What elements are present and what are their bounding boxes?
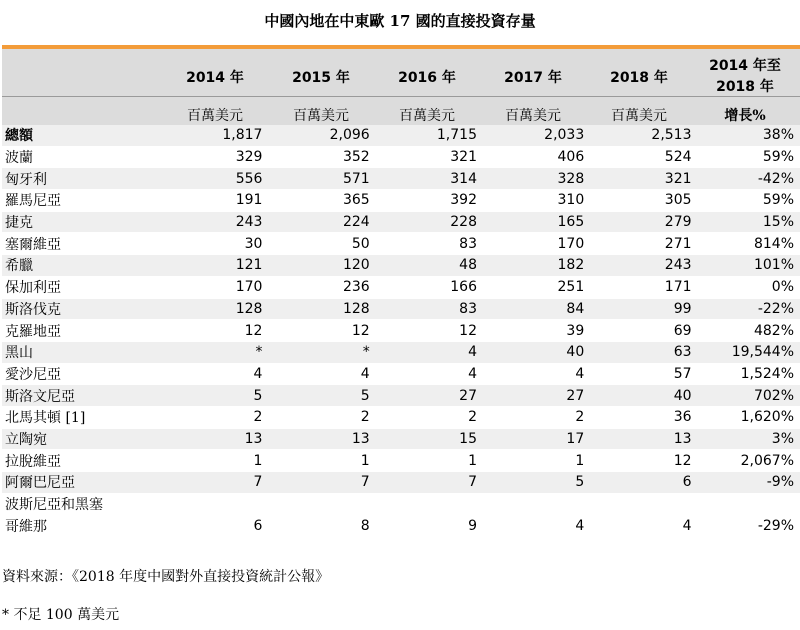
value-cell: 63 [588,341,695,363]
value-cell: 40 [588,385,695,407]
table-title: 中國內地在中東歐 17 國的直接投資存量 [264,12,536,30]
growth-cell: 2,067% [696,450,800,472]
value-cell: 171 [588,276,695,298]
value-cell: 2,033 [481,125,588,146]
value-cell: 328 [481,168,588,190]
country-name: 阿爾巴尼亞 [2,472,159,494]
table-row [2,168,800,190]
table-row [2,406,800,428]
table-row [2,190,800,212]
value-cell: 7 [266,472,373,494]
value-cell: 8 [266,515,373,537]
value-cell: 4 [266,363,373,385]
value-cell: 243 [588,255,695,277]
country-name: 總額 [2,125,159,146]
footnote: * 不足 100 萬美元 [2,607,120,623]
unit-header: 百萬美元 [399,108,455,124]
growth-cell: -29% [696,515,800,537]
value-cell: 314 [374,168,481,190]
value-cell: 2 [481,406,588,428]
country-name: 保加利亞 [2,276,159,298]
value-cell: 392 [374,190,481,212]
value-cell: 4 [588,515,695,537]
year-header: 2014 年 [186,70,244,86]
country-name: 羅馬尼亞 [2,190,159,212]
country-name: 北馬其頓 [1] [2,406,159,428]
year-header: 2015 年 [292,70,350,86]
value-cell: 5 [266,385,373,407]
table-row [2,363,800,385]
value-cell: 352 [266,146,373,168]
value-cell: 4 [374,363,481,385]
value-cell: 36 [588,406,695,428]
value-cell: 50 [266,233,373,255]
value-cell: 48 [374,255,481,277]
country-name: 塞爾維亞 [2,233,159,255]
value-cell: 6 [588,472,695,494]
value-cell: 27 [374,385,481,407]
growth-cell: 814% [696,233,800,255]
value-cell: 7 [159,472,266,494]
investment-table [2,125,800,537]
country-name-line1: 波斯尼亞和黑塞 [2,493,159,515]
growth-cell: 59% [696,146,800,168]
value-cell: 236 [266,276,373,298]
empty-cell [159,493,266,515]
value-cell: 15 [374,428,481,450]
unit-header: 百萬美元 [187,108,243,124]
value-cell: 13 [159,428,266,450]
table-row [2,320,800,342]
table-header [2,49,800,125]
value-cell: 128 [159,298,266,320]
country-name: 匈牙利 [2,168,159,190]
value-cell: 2,513 [588,125,695,146]
country-name: 波蘭 [2,146,159,168]
value-cell: 165 [481,211,588,233]
value-cell: 1,817 [159,125,266,146]
table-row [2,493,800,515]
table-row [2,472,800,494]
table-row [2,385,800,407]
growth-cell: 482% [696,320,800,342]
value-cell: 12 [266,320,373,342]
value-cell: 13 [266,428,373,450]
value-cell: * [266,341,373,363]
value-cell: 4 [481,363,588,385]
empty-cell [481,493,588,515]
value-cell: 329 [159,146,266,168]
value-cell: 69 [588,320,695,342]
country-name: 希臘 [2,255,159,277]
value-cell: 2 [374,406,481,428]
value-cell: 6 [159,515,266,537]
year-header: 2017 年 [504,70,562,86]
value-cell: 365 [266,190,373,212]
value-cell: 83 [374,233,481,255]
country-name: 哥維那 [2,515,159,537]
value-cell: 251 [481,276,588,298]
value-cell: 406 [481,146,588,168]
table-row [2,428,800,450]
unit-header: 百萬美元 [293,108,349,124]
country-name: 立陶宛 [2,428,159,450]
empty-cell [696,493,800,515]
growth-cell: -9% [696,472,800,494]
table-row [2,211,800,233]
growth-cell: 1,620% [696,406,800,428]
empty-cell [588,493,695,515]
value-cell: 1 [159,450,266,472]
growth-cell: 101% [696,255,800,277]
header-divider [2,96,800,97]
value-cell: 12 [159,320,266,342]
country-name: 斯洛文尼亞 [2,385,159,407]
growth-cell: -42% [696,168,800,190]
table-row [2,276,800,298]
value-cell: 9 [374,515,481,537]
value-cell: 128 [266,298,373,320]
growth-header-line2: 2018 年 [716,79,774,95]
value-cell: 166 [374,276,481,298]
value-cell: 7 [374,472,481,494]
value-cell: 170 [481,233,588,255]
value-cell: 1,715 [374,125,481,146]
value-cell: 84 [481,298,588,320]
value-cell: 12 [374,320,481,342]
value-cell: 191 [159,190,266,212]
growth-cell: 15% [696,211,800,233]
country-name: 捷克 [2,211,159,233]
value-cell: 321 [588,168,695,190]
country-name: 愛沙尼亞 [2,363,159,385]
value-cell: 39 [481,320,588,342]
year-header: 2018 年 [610,70,668,86]
value-cell: 12 [588,450,695,472]
growth-cell: 702% [696,385,800,407]
table-row [2,515,800,537]
value-cell: 27 [481,385,588,407]
growth-header-line1: 2014 年至 [709,58,781,74]
growth-cell: 38% [696,125,800,146]
value-cell: 1 [374,450,481,472]
country-name: 黑山 [2,341,159,363]
value-cell: 228 [374,211,481,233]
table-row [2,341,800,363]
value-cell: 243 [159,211,266,233]
country-name: 拉脫維亞 [2,450,159,472]
value-cell: 170 [159,276,266,298]
table-row [2,450,800,472]
value-cell: 224 [266,211,373,233]
value-cell: 524 [588,146,695,168]
value-cell: 182 [481,255,588,277]
value-cell: 5 [159,385,266,407]
source-note: 資料來源：《2018 年度中國對外直接投資統計公報》 [2,569,330,585]
value-cell: 4 [374,341,481,363]
growth-cell: 59% [696,190,800,212]
value-cell: 305 [588,190,695,212]
growth-cell: 19,544% [696,341,800,363]
growth-cell: 0% [696,276,800,298]
value-cell: 2 [266,406,373,428]
table-row [2,298,800,320]
value-cell: 556 [159,168,266,190]
value-cell: 2,096 [266,125,373,146]
table-row [2,146,800,168]
value-cell: 17 [481,428,588,450]
country-name: 斯洛伐克 [2,298,159,320]
total-row [2,125,800,146]
value-cell: 571 [266,168,373,190]
value-cell: 40 [481,341,588,363]
table-row [2,255,800,277]
value-cell: 57 [588,363,695,385]
growth-cell: 1,524% [696,363,800,385]
year-header: 2016 年 [398,70,456,86]
empty-cell [266,493,373,515]
growth-unit-header: 增長% [724,108,766,124]
table-row [2,233,800,255]
value-cell: 2 [159,406,266,428]
value-cell: 13 [588,428,695,450]
growth-cell: 3% [696,428,800,450]
empty-cell [374,493,481,515]
country-name: 克羅地亞 [2,320,159,342]
value-cell: 83 [374,298,481,320]
value-cell: 120 [266,255,373,277]
value-cell: 99 [588,298,695,320]
value-cell: 1 [266,450,373,472]
value-cell: 4 [159,363,266,385]
growth-cell: -22% [696,298,800,320]
value-cell: 271 [588,233,695,255]
value-cell: 121 [159,255,266,277]
value-cell: 4 [481,515,588,537]
value-cell: 30 [159,233,266,255]
value-cell: 1 [481,450,588,472]
unit-header: 百萬美元 [505,108,561,124]
value-cell: 321 [374,146,481,168]
unit-header: 百萬美元 [611,108,667,124]
value-cell: 279 [588,211,695,233]
value-cell: 310 [481,190,588,212]
value-cell: * [159,341,266,363]
value-cell: 5 [481,472,588,494]
